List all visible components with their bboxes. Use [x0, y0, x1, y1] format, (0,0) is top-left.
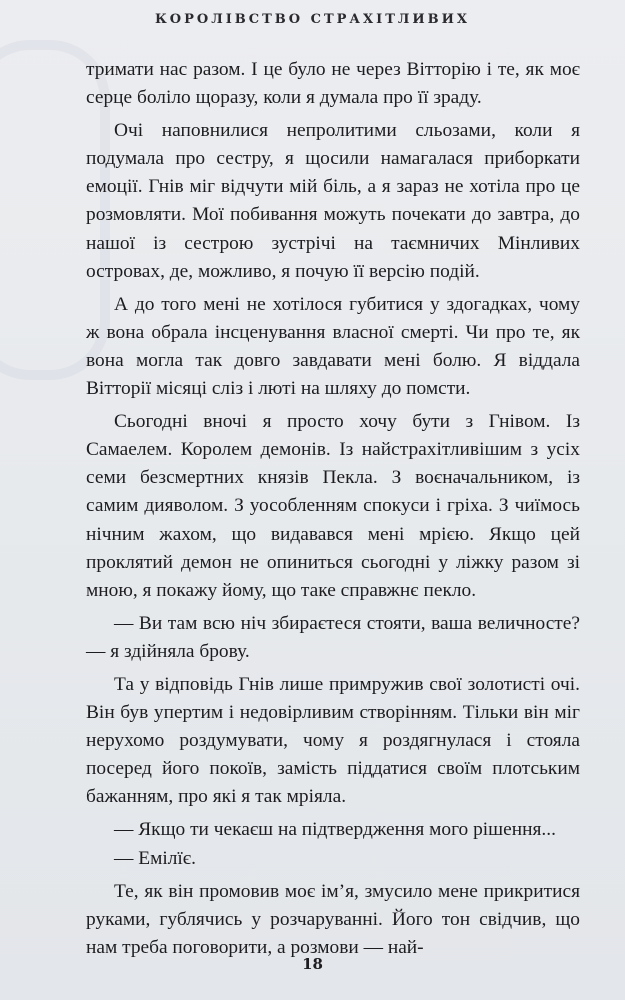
dialogue-line-3: — Емілїє. [114, 847, 196, 869]
paragraph-1: тримати нас разом. І це було не через Вітторію і те, як моє серце боліло щоразу, коли я думала про її зраду. [86, 59, 580, 109]
paragraph-6: Те, як він промовив моє ім’я, змусило мене прикритися руками, гублячись у розчаруванні. Його тон свідчив, що нам треба поговорити, а розмови — най- [86, 880, 580, 958]
paragraph-4: Сьогодні вночі я просто хочу бути з Гнівом. Із Самаелем. Королем демонів. Із найстрахітливішим з усіх семи безсмертних князів Пекла. З воєначальником, із самим дияволом. З уособленням спокуси і гріха. З чиїмось нічним жахом, що видавався мені мрією. Якщо цей проклятий демон не опиниться сьогодні у ліжку разом зі мною, я покажу йому, що таке справжнє пекло. [86, 411, 580, 601]
page-number: 18 [302, 955, 323, 973]
dialogue-line-2: — Якщо ти чекаєш на підтвердження мого рішення... [114, 819, 556, 841]
paragraph-2: Очі наповнилися непролитими сльозами, коли я подумала про сестру, я щосили намагалася приборкати емоції. Гнів міг відчути мій біль, а я зараз не хотіла про це розмовляти. Мої побивання можуть почекати до завтра, до нашої із сестрою зустрічі на таємничих Мінливих островах, де, можливо, я почую її версію подій. [86, 120, 580, 282]
body-text [86, 56, 580, 962]
dialogue-line-1: — Ви там всю ніч збираєтеся стояти, ваша величносте? — я здійняла брову. [86, 612, 580, 662]
paragraph-3: А до того мені не хотілося губитися у здогадках, чому ж вона обрала інсценування власної смерті. Чи про те, як вона могла так довго завдавати мені болю. Я віддала Вітторії місяці сліз і люті на шляху до помсти. [86, 293, 580, 400]
paragraph-5: Та у відповідь Гнів лише примружив свої золотисті очі. Він був упертим і недовірливим створінням. Тільки він міг нерухомо роздумувати, чому я роздягнулася і стояла посеред його покоїв, замість піддатися своїм плотським бажанням, про які я так мріяла. [86, 673, 580, 808]
running-head: КОРОЛІВСТВО СТРАХІТЛИВИХ [154, 12, 471, 27]
